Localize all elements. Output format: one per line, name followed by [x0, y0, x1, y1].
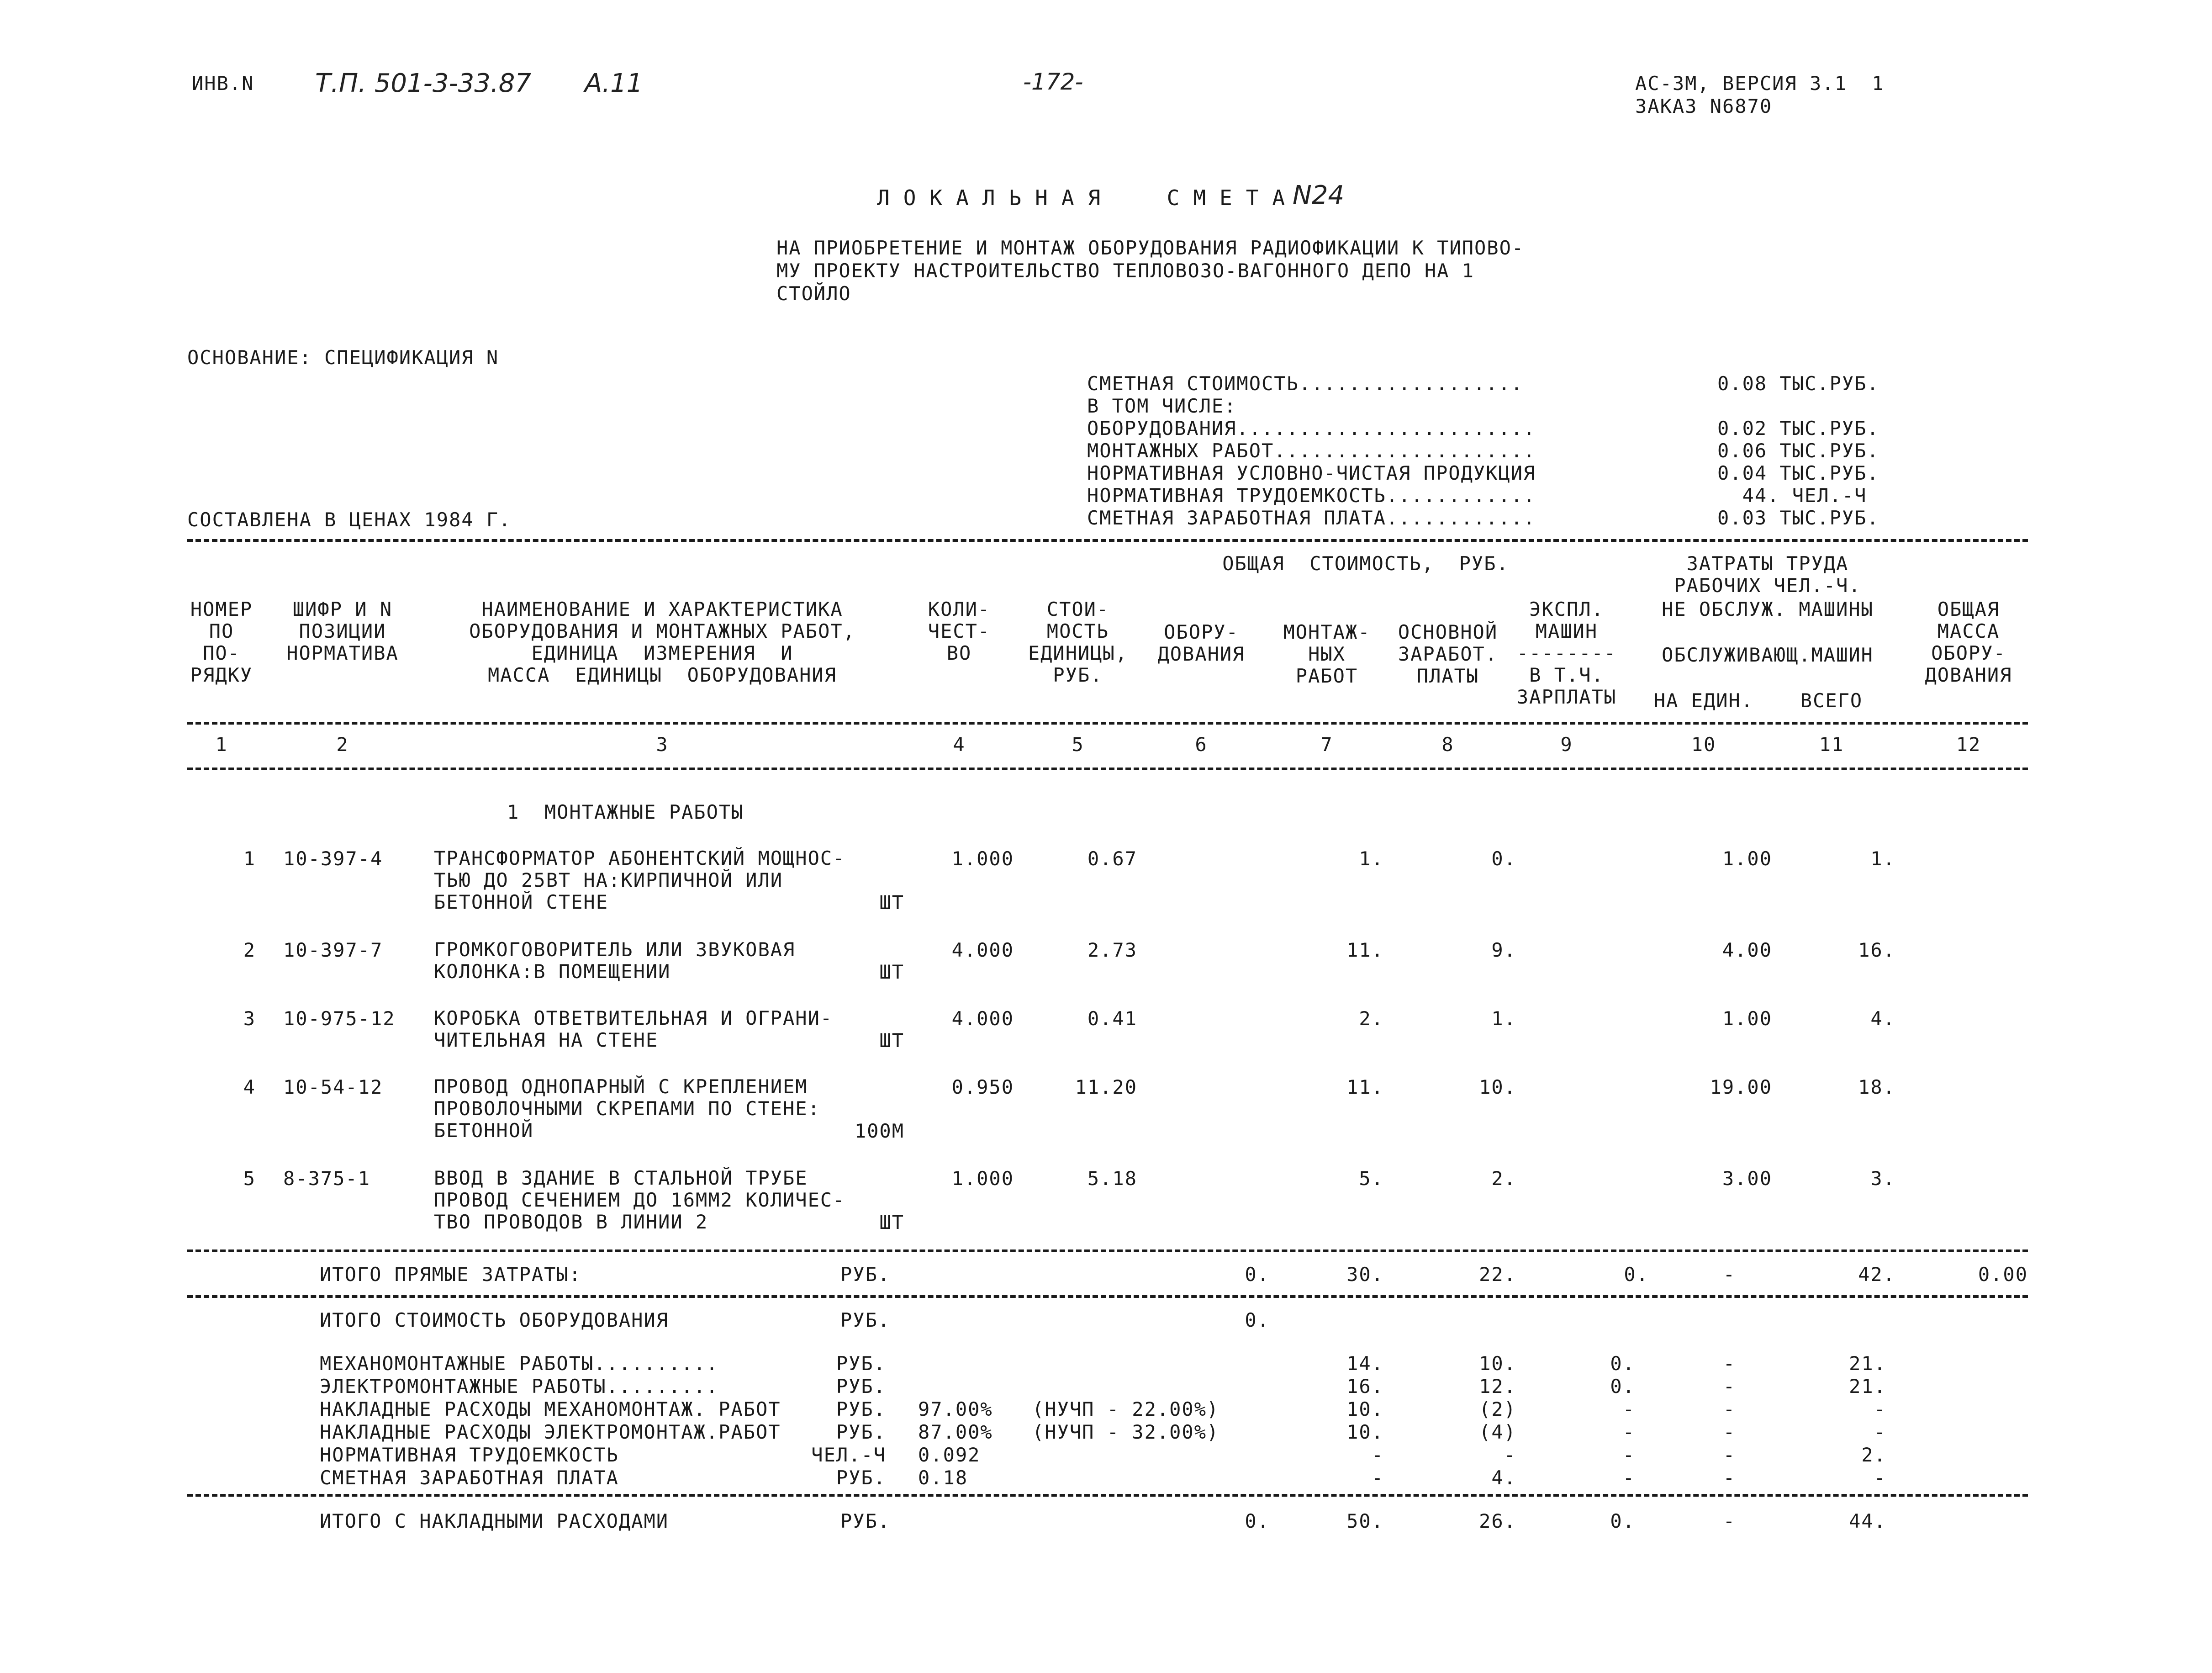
row-mounting: 5.	[1359, 1167, 1384, 1190]
overhead-unit: РУБ.	[836, 1467, 886, 1489]
overhead-machines: -	[1622, 1467, 1635, 1489]
row-code: 10-975-12	[283, 1007, 396, 1030]
overhead-mounting: 14.	[1346, 1352, 1384, 1375]
row-wages: 9.	[1491, 939, 1516, 961]
overhead-labor-per-unit: -	[1723, 1352, 1736, 1375]
overhead-labor-per-unit: -	[1723, 1421, 1736, 1443]
row-code: 10-397-4	[283, 847, 383, 870]
row-mounting: 11.	[1346, 1076, 1384, 1098]
grand-total-mounting: 50.	[1346, 1510, 1384, 1532]
project-code: Т.П. 501-3-33.87	[315, 69, 531, 98]
row-name: ПРОВОД ОДНОПАРНЫЙ С КРЕПЛЕНИЕМ ПРОВОЛОЧНЫМИ СКРЕПАМИ ПО СТЕНЕ: БЕТОННОЙ	[434, 1075, 820, 1142]
summary-value: 44. ЧЕЛ.-Ч	[1717, 484, 1867, 507]
row-code: 10-397-7	[283, 939, 383, 961]
overhead-mounting: 16.	[1346, 1375, 1384, 1398]
overhead-unit: РУБ.	[836, 1421, 886, 1443]
column-number: 12	[1956, 733, 1981, 756]
summary-label: СМЕТНАЯ ЗАРАБОТНАЯ ПЛАТА............	[1087, 507, 1536, 529]
summary-value: 0.03 ТЫС.РУБ.	[1717, 507, 1879, 529]
overhead-labor-per-unit: -	[1723, 1444, 1736, 1466]
overhead-mounting: -	[1371, 1444, 1384, 1466]
overhead-wages: (4)	[1479, 1421, 1516, 1443]
row-number: 2	[243, 939, 256, 961]
header-mid-rule	[187, 722, 2028, 725]
header-bottom-rule	[187, 768, 2028, 770]
grand-total-unit: РУБ.	[840, 1510, 891, 1532]
overhead-labor-total: 2.	[1861, 1444, 1886, 1466]
estimate-subject-line-3: СТОЙЛО	[776, 282, 851, 305]
row-quantity: 1.000	[951, 1167, 1014, 1190]
header-machines: ЭКСПЛ. МАШИН -------- В Т.Ч. ЗАРПЛАТЫ	[1516, 598, 1617, 708]
page-number: -172-	[1023, 69, 1083, 95]
overhead-machines: -	[1622, 1421, 1635, 1443]
row-name: КОРОБКА ОТВЕТВИТЕЛЬНАЯ И ОГРАНИ- ЧИТЕЛЬНАЯ НА СТЕНЕ	[434, 1007, 833, 1051]
overhead-wages: (2)	[1479, 1398, 1516, 1420]
summary-label: ОБОРУДОВАНИЯ........................	[1087, 417, 1536, 439]
totals-rule-2	[187, 1295, 2028, 1298]
direct-total-label: ИТОГО ПРЯМЫЕ ЗАТРАТЫ:	[320, 1263, 582, 1286]
column-number: 8	[1441, 733, 1454, 756]
row-labor-total: 1.	[1870, 847, 1895, 870]
overhead-labor-total: -	[1874, 1421, 1886, 1443]
overhead-wages: 10.	[1479, 1352, 1516, 1375]
grand-total-equipment: 0.	[1245, 1510, 1270, 1532]
header-labor-machines: ОБСЛУЖИВАЮЩ.МАШИН	[1662, 644, 1874, 666]
column-number: 1	[215, 733, 228, 756]
album-code: А.11	[585, 69, 643, 98]
direct-total-mass: 0.00	[1978, 1263, 2028, 1286]
row-labor-per-unit: 19.00	[1710, 1076, 1772, 1098]
overhead-percent: 0.092	[918, 1444, 981, 1466]
header-wages: ОСНОВНОЙ ЗАРАБОТ. ПЛАТЫ	[1398, 621, 1498, 687]
summary-value: 0.02 ТЫС.РУБ.	[1717, 417, 1879, 439]
row-number: 1	[243, 847, 256, 870]
overhead-machines: -	[1622, 1398, 1635, 1420]
system-version: АС-3М, ВЕРСИЯ 3.1 1	[1635, 72, 1885, 95]
column-number: 7	[1320, 733, 1333, 756]
overhead-mounting: 10.	[1346, 1398, 1384, 1420]
summary-value: 0.04 ТЫС.РУБ.	[1717, 462, 1879, 484]
grand-total-label: ИТОГО С НАКЛАДНЫМИ РАСХОДАМИ	[320, 1510, 669, 1532]
grand-total-machines: 0.	[1610, 1510, 1635, 1532]
direct-total-equipment: 0.	[1245, 1263, 1270, 1286]
overhead-labor-total: 21.	[1849, 1352, 1886, 1375]
column-number: 2	[336, 733, 349, 756]
overhead-label: ЭЛЕКТРОМОНТАЖНЫЕ РАБОТЫ.........	[320, 1375, 719, 1398]
row-mounting: 2.	[1359, 1007, 1384, 1030]
row-labor-per-unit: 1.00	[1722, 1007, 1772, 1030]
header-row-number: НОМЕР ПО ПО- РЯДКУ	[190, 598, 253, 686]
summary-label: МОНТАЖНЫХ РАБОТ.....................	[1087, 439, 1536, 462]
header-code: ШИФР И N ПОЗИЦИИ НОРМАТИВА	[286, 598, 399, 664]
row-unit-cost: 5.18	[1087, 1167, 1137, 1190]
summary-label: СМЕТНАЯ СТОИМОСТЬ..................	[1087, 372, 1524, 395]
row-quantity: 4.000	[951, 939, 1014, 961]
overhead-note: (НУЧП - 32.00%)	[1032, 1421, 1220, 1443]
overhead-label: МЕХАНОМОНТАЖНЫЕ РАБОТЫ..........	[320, 1352, 719, 1375]
row-quantity: 4.000	[951, 1007, 1014, 1030]
header-equipment: ОБОРУ- ДОВАНИЯ	[1157, 621, 1245, 665]
row-unit: ШТ	[879, 1029, 904, 1052]
row-unit: ШТ	[879, 961, 904, 983]
row-mounting: 11.	[1346, 939, 1384, 961]
overhead-wages: -	[1504, 1444, 1516, 1466]
estimate-heading: ЛОКАЛЬНАЯ СМЕТА	[877, 185, 1299, 210]
row-code: 10-54-12	[283, 1076, 383, 1098]
estimate-subject-line-1: НА ПРИОБРЕТЕНИЕ И МОНТАЖ ОБОРУДОВАНИЯ РАДИОФИКАЦИИ К ТИПОВО-	[776, 237, 1525, 259]
overhead-unit: РУБ.	[836, 1398, 886, 1420]
estimate-subject-line-2: МУ ПРОЕКТУ НАСТРОИТЕЛЬСТВО ТЕПЛОВОЗО-ВАГОННОГО ДЕПО НА 1	[776, 259, 1475, 282]
row-name: ВВОД В ЗДАНИЕ В СТАЛЬНОЙ ТРУБЕ ПРОВОД СЕЧЕНИЕМ ДО 16ММ2 КОЛИЧЕС- ТВО ПРОВОДОВ В ЛИНИИ 2	[434, 1167, 845, 1233]
grand-total-labor-total: 44.	[1849, 1510, 1886, 1532]
overhead-labor-per-unit: -	[1723, 1467, 1736, 1489]
section-title: 1 МОНТАЖНЫЕ РАБОТЫ	[507, 801, 744, 823]
overhead-label: НАКЛАДНЫЕ РАСХОДЫ МЕХАНОМОНТАЖ. РАБОТ	[320, 1398, 781, 1420]
row-labor-per-unit: 4.00	[1722, 939, 1772, 961]
overhead-machines: -	[1622, 1444, 1635, 1466]
row-quantity: 0.950	[951, 1076, 1014, 1098]
row-labor-per-unit: 3.00	[1722, 1167, 1772, 1190]
column-number: 6	[1195, 733, 1208, 756]
header-labor-no-machines: НЕ ОБСЛУЖ. МАШИНЫ	[1662, 598, 1874, 620]
overhead-unit: РУБ.	[836, 1352, 886, 1375]
totals-rule-3	[187, 1494, 2028, 1497]
row-name: ГРОМКОГОВОРИТЕЛЬ ИЛИ ЗВУКОВАЯ КОЛОНКА:В ПОМЕЩЕНИИ	[434, 938, 796, 983]
row-unit: 100М	[854, 1120, 904, 1142]
overhead-note: (НУЧП - 22.00%)	[1032, 1398, 1220, 1420]
header-mass: ОБЩАЯ МАССА ОБОРУ- ДОВАНИЯ	[1925, 598, 2012, 686]
header-total-cost-group: ОБЩАЯ СТОИМОСТЬ, РУБ.	[1222, 552, 1509, 575]
row-quantity: 1.000	[951, 847, 1014, 870]
overhead-percent: 97.00%	[918, 1398, 993, 1420]
summary-label: НОРМАТИВНАЯ УСЛОВНО-ЧИСТАЯ ПРОДУКЦИЯ	[1087, 462, 1536, 484]
row-number: 4	[243, 1076, 256, 1098]
grand-total-labor-per-unit: -	[1723, 1510, 1736, 1532]
header-quantity: КОЛИ- ЧЕСТ- ВО	[928, 598, 991, 664]
column-number: 4	[953, 733, 966, 756]
direct-total-machines: 0.	[1624, 1263, 1649, 1286]
overhead-label: НАКЛАДНЫЕ РАСХОДЫ ЭЛЕКТРОМОНТАЖ.РАБОТ	[320, 1421, 781, 1443]
grand-total-wages: 26.	[1479, 1510, 1516, 1532]
direct-total-wages: 22.	[1479, 1263, 1516, 1286]
overhead-labor-total: -	[1874, 1398, 1886, 1420]
row-labor-total: 18.	[1858, 1076, 1895, 1098]
equipment-total-value: 0.	[1245, 1309, 1270, 1331]
overhead-machines: 0.	[1610, 1375, 1635, 1398]
header-top-rule	[187, 539, 2028, 542]
row-labor-total: 16.	[1858, 939, 1895, 961]
row-unit: ШТ	[879, 1211, 904, 1234]
column-number: 9	[1560, 733, 1573, 756]
overhead-label: НОРМАТИВНАЯ ТРУДОЕМКОСТЬ	[320, 1444, 619, 1466]
column-number: 3	[656, 733, 669, 756]
inventory-label: ИНВ.N	[192, 72, 254, 95]
direct-total-unit: РУБ.	[840, 1263, 891, 1286]
overhead-mounting: 10.	[1346, 1421, 1384, 1443]
row-labor-total: 4.	[1870, 1007, 1895, 1030]
equipment-total-label: ИТОГО СТОИМОСТЬ ОБОРУДОВАНИЯ	[320, 1309, 669, 1331]
row-unit-cost: 0.67	[1087, 847, 1137, 870]
header-per-unit: НА ЕДИН.	[1653, 689, 1754, 712]
row-unit: ШТ	[879, 891, 904, 914]
row-mounting: 1.	[1359, 847, 1384, 870]
totals-rule-1	[187, 1249, 2028, 1252]
overhead-labor-total: -	[1874, 1467, 1886, 1489]
direct-total-labor-total: 42.	[1858, 1263, 1895, 1286]
header-labor-group: ЗАТРАТЫ ТРУДА РАБОЧИХ ЧЕЛ.-Ч.	[1674, 552, 1861, 597]
overhead-machines: 0.	[1610, 1352, 1635, 1375]
row-number: 3	[243, 1007, 256, 1030]
summary-value: 0.06 ТЫС.РУБ.	[1717, 439, 1879, 462]
column-number: 11	[1819, 733, 1844, 756]
estimate-number: N24	[1293, 180, 1345, 210]
order-number: ЗАКАЗ N6870	[1635, 95, 1773, 117]
row-number: 5	[243, 1167, 256, 1190]
row-code: 8-375-1	[283, 1167, 371, 1190]
row-name: ТРАНСФОРМАТОР АБОНЕНТСКИЙ МОЩНОС- ТЬЮ ДО 25ВТ НА:КИРПИЧНОЙ ИЛИ БЕТОННОЙ СТЕНЕ	[434, 847, 845, 913]
header-unit-cost: СТОИ- МОСТЬ ЕДИНИЦЫ, РУБ.	[1028, 598, 1128, 686]
header-name: НАИМЕНОВАНИЕ И ХАРАКТЕРИСТИКА ОБОРУДОВАНИЯ И МОНТАЖНЫХ РАБОТ, ЕДИНИЦА ИЗМЕРЕНИЯ И МАССА ЕДИНИЦЫ ОБОРУДОВАНИЯ	[469, 598, 855, 686]
row-labor-per-unit: 1.00	[1722, 847, 1772, 870]
row-wages: 2.	[1491, 1167, 1516, 1190]
direct-total-labor-per-unit: -	[1723, 1263, 1736, 1286]
overhead-unit: ЧЕЛ.-Ч	[811, 1444, 886, 1466]
header-mounting: МОНТАЖ- НЫХ РАБОТ	[1283, 621, 1371, 687]
overhead-percent: 87.00%	[918, 1421, 993, 1443]
overhead-labor-per-unit: -	[1723, 1398, 1736, 1420]
basis-line: ОСНОВАНИЕ: СПЕЦИФИКАЦИЯ N	[187, 346, 499, 369]
direct-total-mounting: 30.	[1346, 1263, 1384, 1286]
column-number: 5	[1072, 733, 1084, 756]
header-total: ВСЕГО	[1800, 689, 1863, 712]
equipment-total-unit: РУБ.	[840, 1309, 891, 1331]
overhead-mounting: -	[1371, 1467, 1384, 1489]
column-number: 10	[1691, 733, 1716, 756]
row-unit-cost: 0.41	[1087, 1007, 1137, 1030]
overhead-label: СМЕТНАЯ ЗАРАБОТНАЯ ПЛАТА	[320, 1467, 619, 1489]
row-unit-cost: 11.20	[1075, 1076, 1137, 1098]
row-wages: 1.	[1491, 1007, 1516, 1030]
row-wages: 0.	[1491, 847, 1516, 870]
row-unit-cost: 2.73	[1087, 939, 1137, 961]
overhead-wages: 12.	[1479, 1375, 1516, 1398]
overhead-labor-per-unit: -	[1723, 1375, 1736, 1398]
price-basis: СОСТАВЛЕНА В ЦЕНАХ 1984 Г.	[187, 508, 512, 531]
overhead-labor-total: 21.	[1849, 1375, 1886, 1398]
summary-label: В ТОМ ЧИСЛЕ:	[1087, 395, 1237, 417]
summary-value: 0.08 ТЫС.РУБ.	[1717, 372, 1879, 395]
row-wages: 10.	[1479, 1076, 1516, 1098]
overhead-wages: 4.	[1491, 1467, 1516, 1489]
overhead-percent: 0.18	[918, 1467, 968, 1489]
summary-label: НОРМАТИВНАЯ ТРУДОЕМКОСТЬ............	[1087, 484, 1536, 507]
row-labor-total: 3.	[1870, 1167, 1895, 1190]
overhead-unit: РУБ.	[836, 1375, 886, 1398]
